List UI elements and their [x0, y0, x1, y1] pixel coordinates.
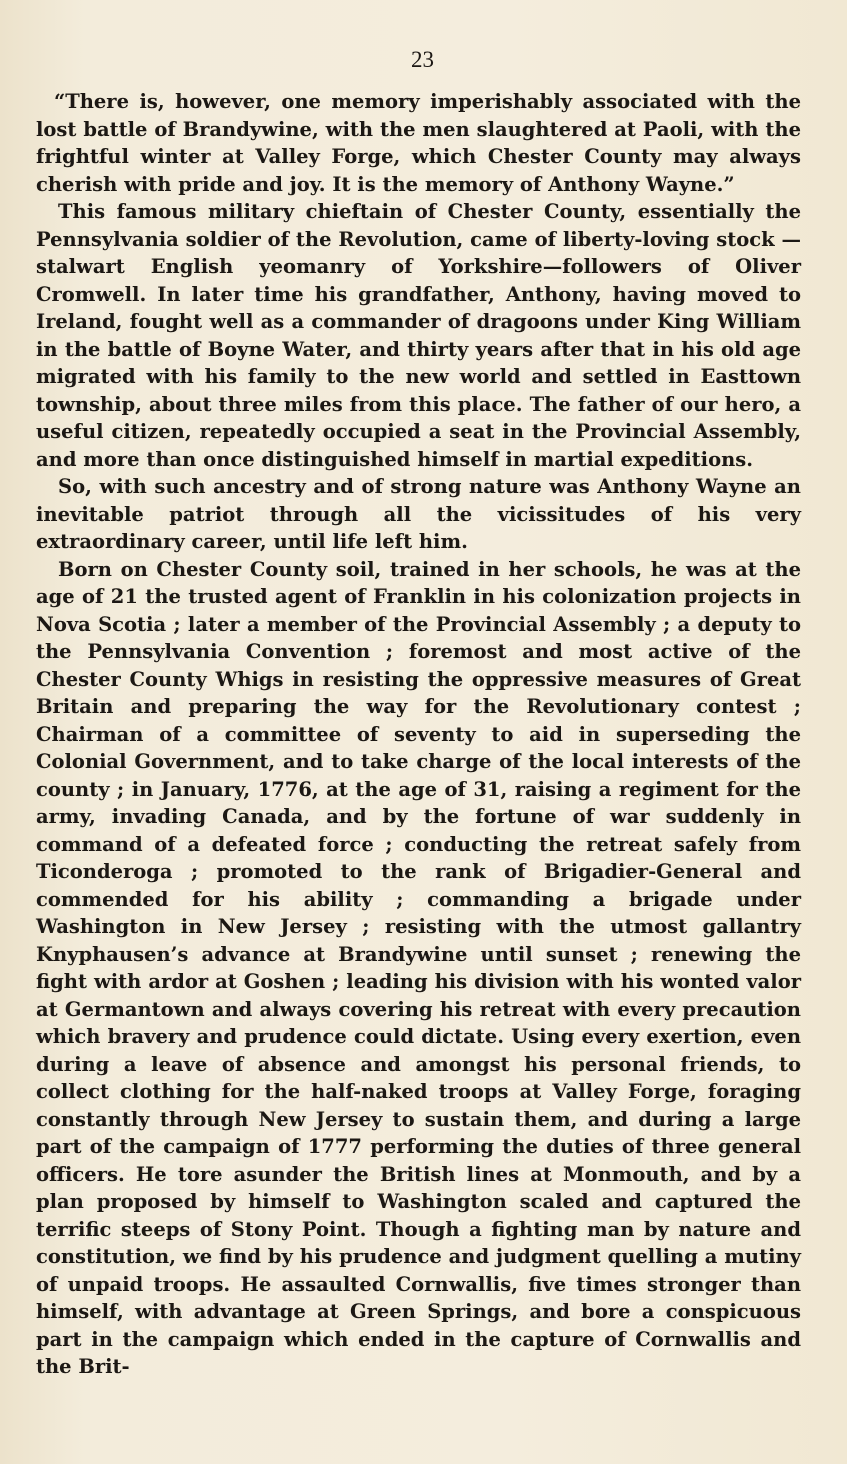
page-number: 23	[411, 47, 434, 72]
paragraph-patriot: So, with such ancestry and of strong nature was Anthony Wayne an inevitable patriot through all the vicissitudes of his very extraordinary career, until life left him.	[36, 475, 801, 553]
paragraph-ancestry: This famous military chieftain of Chester County, essentially the Pennsylvania soldier of the Revolution, came of liberty-loving stock —stalwart English yeomanry of Yorkshire—followers of Oliver Cromwell. In later time his grandfather, Anthony, having moved to Ireland, fought well as a commander of dragoons under King William in the battle of Boyne Water, and thirty years after that in his old age migrated with his family to the new world and settled in Easttown township, about three miles from this place. The father of our hero, a useful citizen, repeatedly occupied a seat in the Provincial Assembly, and more than once distinguished himself in martial expeditions.	[36, 200, 801, 471]
paragraph-quote: “There is, however, one memory imperishably associated with the lost battle of Brandywine, with the men slaughtered at Paoli, with the frightful winter at Valley Forge, which Chester County may always cherish with pride and joy. It is the memory of Anthony Wayne.”	[36, 90, 801, 196]
paragraph-career: Born on Chester County soil, trained in her schools, he was at the age of 21 the trusted agent of Franklin in his colonization projects in Nova Scotia ; later a member of the Provincial Assembly ; a deputy to the Pennsylvania Convention ; foremost and most active of the Chester County Whigs in resisting the oppressive measures of Great Britain and preparing the way for the Revolutionary contest ; Chairman of a committee of seventy to aid in superseding the Colonial Government, and to take charge of the local interests of the county ; in January, 1776, at the age of 31, raising a regiment for the army, invading Canada, and by the fortune of war suddenly in command of a defeated force ; conducting the retreat safely from Ticonderoga ; promoted to the rank of Brigadier-General and commended for his ability ; commanding a brigade under Washington in New Jersey ; resisting with the utmost gallantry Knyphausen’s advance at Brandywine until sunset ; renewing the fight with ardor at Goshen ; leading his division with his wonted valor at Germantown and always covering his retreat with every precaution which bravery and prudence could dictate. Using every exertion, even during a leave of absence and amongst his personal friends, to collect clothing for the half-naked troops at Valley Forge, foraging constantly through New Jersey to sustain them, and during a large part of the campaign of 1777 performing the duties of three general officers. He tore asunder the British lines at Monmouth, and by a plan proposed by himself to Washington scaled and captured the terrific steeps of Stony Point. Though a fighting man by nature and constitution, we find by his prudence and judgment quelling a mutiny of unpaid troops. He assaulted Cornwallis, five times stronger than himself, with advantage at Green Springs, and bore a conspicuous part in the campaign which ended in the capture of Cornwallis and the Brit-	[36, 557, 801, 1378]
